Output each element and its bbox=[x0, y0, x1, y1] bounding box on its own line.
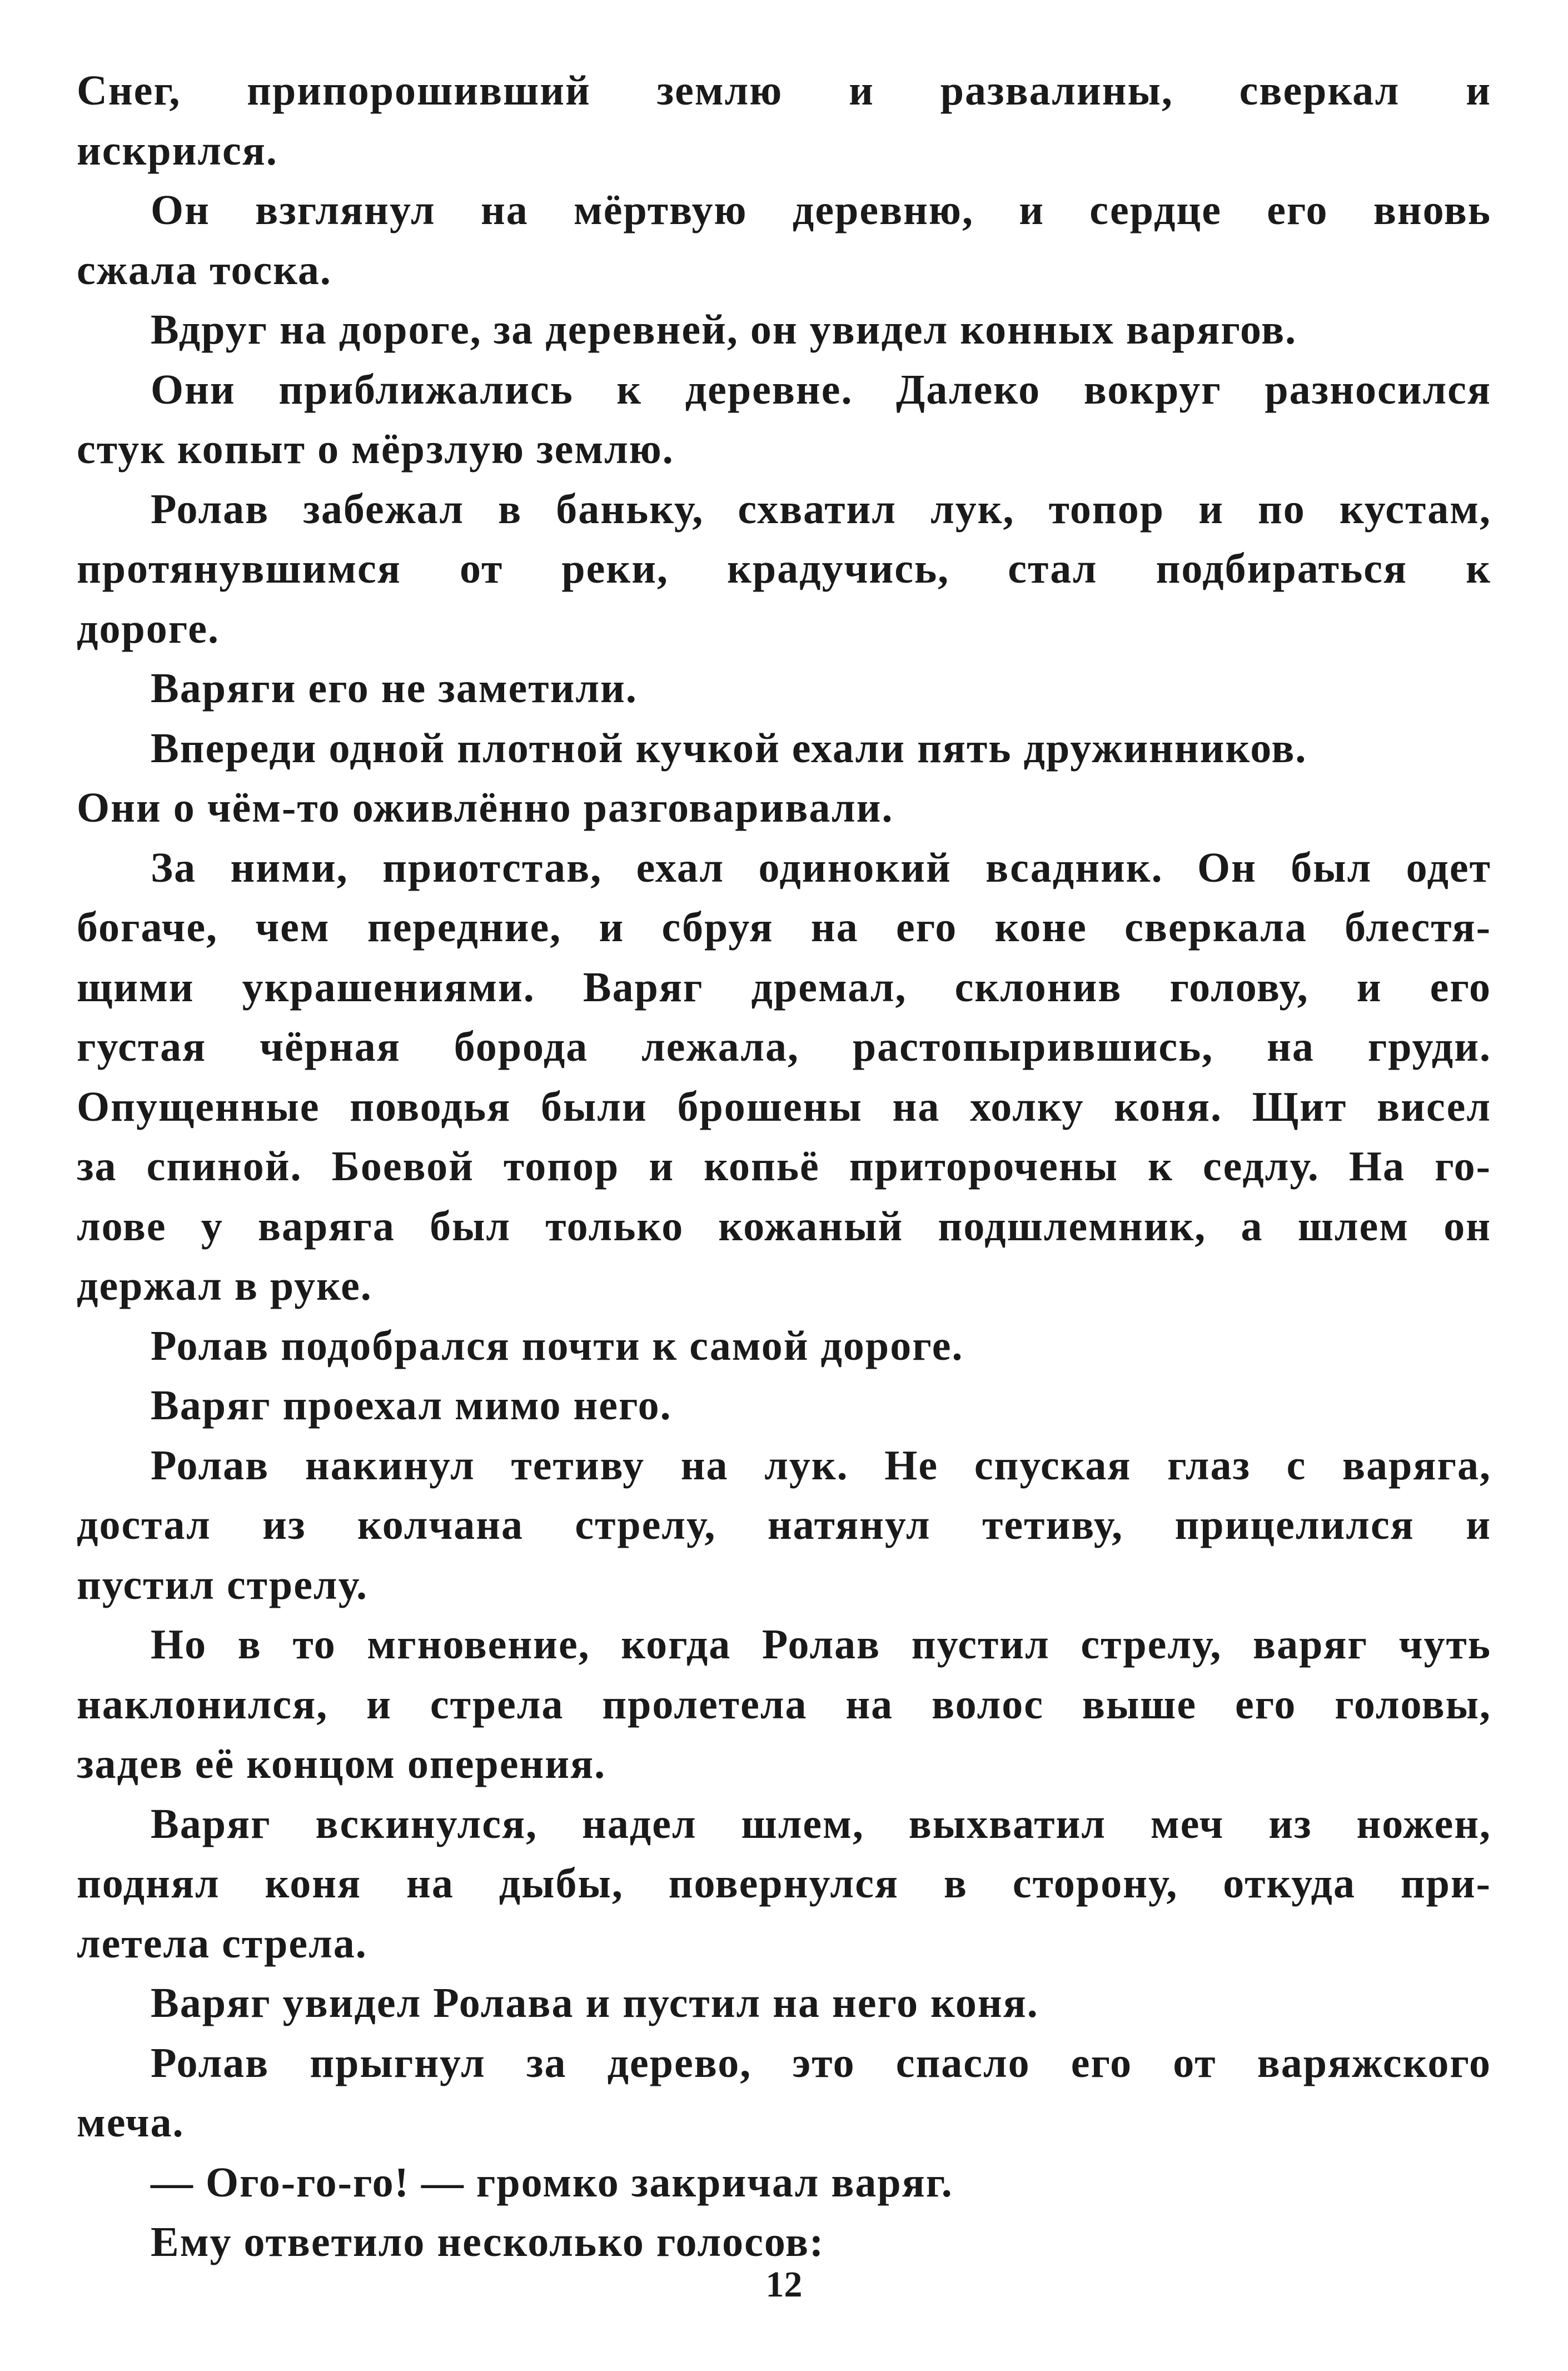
page-text bbox=[77, 61, 1491, 2273]
text-line: держал в руке. bbox=[77, 1262, 372, 1309]
text-line: Они о чём-то оживлённо разговаривали. bbox=[77, 784, 894, 831]
paragraph-first-line: — Ого-го-го! — громко закричал варяг. bbox=[151, 2159, 953, 2206]
paragraph-first-line: Но в то мгновение, когда Ролав пустил стрелу, варяг чуть bbox=[151, 1621, 1491, 1668]
paragraph-first-line: Варяги его не заметили. bbox=[151, 665, 638, 712]
text-line: стук копыт о мёрзлую землю. bbox=[77, 426, 674, 473]
text-line: Снег, припорошивший землю и развалины, сверкал и bbox=[77, 67, 1491, 114]
paragraph-first-line: Варяг увидел Ролава и пустил на него коня. bbox=[151, 1980, 1039, 2026]
text-line: задев её концом оперения. bbox=[77, 1741, 606, 1787]
text-line: сжала тоска. bbox=[77, 246, 332, 294]
paragraph-first-line: Они приближались к деревне. Далеко вокруг разносился bbox=[151, 366, 1491, 413]
paragraph-first-line: Ролав накинул тетиву на лук. Не спуская глаз с варяга, bbox=[151, 1442, 1491, 1489]
paragraph-first-line: Вдруг на дороге, за деревней, он увидел конных варягов. bbox=[151, 306, 1297, 353]
text-line: протянувшимся от реки, крадучись, стал подбираться к bbox=[77, 545, 1491, 592]
text-line: дороге. bbox=[77, 605, 220, 652]
paragraph-first-line: За ними, приотстав, ехал одинокий всадник. Он был одет bbox=[151, 844, 1491, 891]
paragraph-first-line: Ролав прыгнул за дерево, это спасло его от варяжского bbox=[151, 2039, 1491, 2086]
text-line: летела стрела. bbox=[77, 1920, 367, 1967]
paragraph-first-line: Ролав подобрался почти к самой дороге. bbox=[151, 1322, 964, 1369]
paragraph-first-line: Он взглянул на мёртвую деревню, и сердце его вновь bbox=[151, 187, 1491, 233]
paragraph-first-line: Ему ответило несколько голосов: bbox=[151, 2219, 825, 2265]
text-line: наклонился, и стрела пролетела на волос выше его головы, bbox=[77, 1681, 1491, 1728]
paragraph-first-line: Варяг вскинулся, надел шлем, выхватил меч из ножен, bbox=[151, 1800, 1491, 1847]
text-line: богаче, чем передние, и сбруя на его коне сверкала блестя- bbox=[77, 904, 1491, 951]
text-line: пустил стрелу. bbox=[77, 1561, 368, 1608]
text-line: меча. bbox=[77, 2099, 185, 2146]
text-line: густая чёрная борода лежала, растопырившись, на груди. bbox=[77, 1023, 1491, 1070]
paragraph-first-line: Варяг проехал мимо него. bbox=[151, 1382, 672, 1429]
text-line: поднял коня на дыбы, повернулся в сторону, откуда при- bbox=[77, 1860, 1491, 1907]
paragraph-first-line: Ролав забежал в баньку, схватил лук, топор и по кустам, bbox=[151, 485, 1491, 533]
paragraph-first-line: Впереди одной плотной кучкой ехали пять дружинников. bbox=[151, 724, 1307, 772]
text-line: лове у варяга был только кожаный подшлемник, а шлем он bbox=[77, 1202, 1491, 1250]
text-line: за спиной. Боевой топор и копьё приторочены к седлу. На го- bbox=[77, 1143, 1491, 1190]
text-line: Опущенные поводья были брошены на холку коня. Щит висел bbox=[77, 1083, 1491, 1130]
page-number: 12 bbox=[765, 2264, 803, 2305]
text-line: искрился. bbox=[77, 127, 278, 174]
text-line: достал из колчана стрелу, натянул тетиву, прицелился и bbox=[77, 1502, 1491, 1548]
text-line: щими украшениями. Варяг дремал, склонив голову, и его bbox=[77, 963, 1491, 1011]
